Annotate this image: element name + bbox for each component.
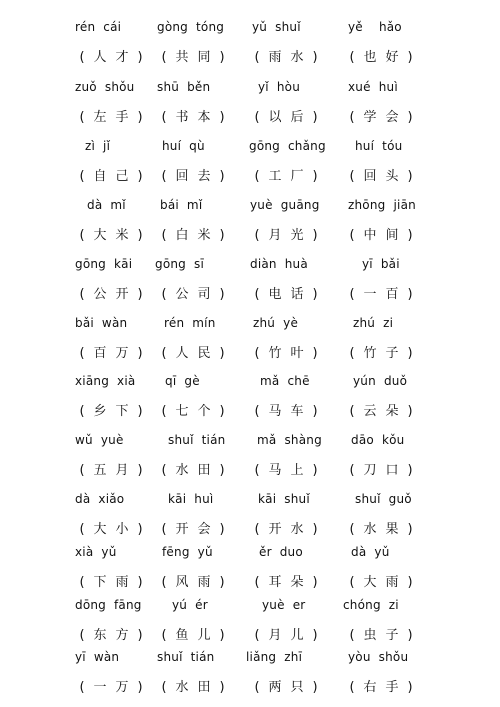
- open-paren: (: [161, 404, 167, 419]
- hanzi-char: 话: [290, 287, 304, 302]
- hanzi-char: 水: [290, 522, 304, 537]
- hanzi-char: 一: [93, 680, 107, 695]
- close-paren: ): [137, 680, 143, 695]
- close-paren: ): [407, 680, 413, 695]
- hanzi-char: 乡: [93, 404, 107, 419]
- hanzi-char: 电: [268, 287, 282, 302]
- hanzi-char: 下: [93, 575, 107, 590]
- hanzi-word: [75, 283, 147, 302]
- hanzi-char: 去: [197, 169, 211, 184]
- close-paren: ): [407, 463, 413, 478]
- hanzi-char: 水: [175, 463, 189, 478]
- close-paren: ): [407, 522, 413, 537]
- hanzi-word: [345, 46, 417, 65]
- open-paren: (: [79, 463, 85, 478]
- open-paren: (: [349, 628, 355, 643]
- close-paren: ): [219, 228, 225, 243]
- close-paren: ): [312, 50, 318, 65]
- hanzi-char: 也: [363, 50, 377, 65]
- pinyin-text: yǔ shuǐ: [252, 20, 301, 34]
- open-paren: (: [79, 228, 85, 243]
- hanzi-char: 公: [93, 287, 107, 302]
- close-paren: ): [407, 169, 413, 184]
- close-paren: ): [137, 110, 143, 125]
- hanzi-char: 马: [268, 404, 282, 419]
- pinyin-text: liǎng zhī: [246, 650, 303, 664]
- hanzi-char: 共: [175, 50, 189, 65]
- hanzi-char: 雨: [385, 575, 399, 590]
- open-paren: (: [79, 575, 85, 590]
- hanzi-char: 大: [93, 522, 107, 537]
- hanzi-char: 大: [363, 575, 377, 590]
- open-paren: (: [161, 522, 167, 537]
- hanzi-word: [250, 676, 322, 695]
- pinyin-text: shuǐ tián: [168, 433, 226, 447]
- close-paren: ): [137, 628, 143, 643]
- open-paren: (: [349, 169, 355, 184]
- hanzi-char: 厂: [290, 169, 304, 184]
- hanzi-char: 后: [290, 110, 304, 125]
- pinyin-text: yǐ hòu: [258, 80, 301, 94]
- hanzi-char: 工: [268, 169, 282, 184]
- close-paren: ): [312, 404, 318, 419]
- open-paren: (: [254, 463, 260, 478]
- hanzi-char: 小: [115, 522, 129, 537]
- pinyin-text: yún duǒ: [353, 374, 408, 388]
- hanzi-char: 米: [115, 228, 129, 243]
- hanzi-word: [345, 400, 417, 419]
- hanzi-word: [345, 342, 417, 361]
- hanzi-char: 白: [175, 228, 189, 243]
- hanzi-word: [75, 459, 147, 478]
- open-paren: (: [349, 50, 355, 65]
- hanzi-char: 左: [93, 110, 107, 125]
- pinyin-text: yī bǎi: [362, 257, 400, 271]
- hanzi-char: 人: [175, 346, 189, 361]
- close-paren: ): [137, 346, 143, 361]
- hanzi-char: 百: [385, 287, 399, 302]
- hanzi-char: 会: [385, 110, 399, 125]
- pinyin-text: dà xiǎo: [75, 492, 125, 506]
- pinyin-text: chóng zi: [343, 598, 399, 612]
- hanzi-char: 朵: [385, 404, 399, 419]
- pinyin-text: kāi huì: [168, 492, 214, 506]
- pinyin-text: wǔ yuè: [75, 433, 124, 447]
- hanzi-char: 右: [363, 680, 377, 695]
- open-paren: (: [161, 463, 167, 478]
- open-paren: (: [349, 110, 355, 125]
- pinyin-text: dāo kǒu: [351, 433, 405, 447]
- hanzi-char: 头: [385, 169, 399, 184]
- hanzi-word: [250, 224, 322, 243]
- open-paren: (: [79, 287, 85, 302]
- hanzi-word: [157, 459, 229, 478]
- pinyin-text: gòng tóng: [157, 20, 225, 34]
- hanzi-char: 米: [197, 228, 211, 243]
- hanzi-char: 竹: [268, 346, 282, 361]
- hanzi-word: [345, 571, 417, 590]
- open-paren: (: [349, 346, 355, 361]
- pinyin-text: dōng fāng: [75, 598, 142, 612]
- close-paren: ): [219, 575, 225, 590]
- close-paren: ): [312, 628, 318, 643]
- open-paren: (: [79, 404, 85, 419]
- open-paren: (: [349, 522, 355, 537]
- hanzi-word: [157, 224, 229, 243]
- hanzi-word: [250, 46, 322, 65]
- pinyin-text: shuǐ guǒ: [355, 492, 412, 506]
- close-paren: ): [219, 169, 225, 184]
- open-paren: (: [161, 287, 167, 302]
- hanzi-char: 五: [93, 463, 107, 478]
- open-paren: (: [79, 110, 85, 125]
- hanzi-char: 民: [197, 346, 211, 361]
- hanzi-word: [157, 165, 229, 184]
- hanzi-char: 个: [197, 404, 211, 419]
- pinyin-text: yě hǎo: [348, 20, 402, 34]
- pinyin-text: zuǒ shǒu: [75, 80, 135, 94]
- hanzi-char: 两: [268, 680, 282, 695]
- hanzi-char: 开: [115, 287, 129, 302]
- hanzi-word: [157, 676, 229, 695]
- hanzi-char: 云: [363, 404, 377, 419]
- open-paren: (: [254, 169, 260, 184]
- close-paren: ): [312, 110, 318, 125]
- open-paren: (: [254, 228, 260, 243]
- pinyin-text: diàn huà: [250, 257, 308, 271]
- hanzi-word: [157, 283, 229, 302]
- close-paren: ): [407, 628, 413, 643]
- hanzi-char: 下: [115, 404, 129, 419]
- hanzi-char: 上: [290, 463, 304, 478]
- hanzi-char: 同: [197, 50, 211, 65]
- hanzi-char: 中: [363, 228, 377, 243]
- close-paren: ): [137, 404, 143, 419]
- close-paren: ): [137, 287, 143, 302]
- hanzi-char: 朵: [290, 575, 304, 590]
- hanzi-word: [250, 459, 322, 478]
- pinyin-text: gōng sī: [155, 257, 204, 271]
- hanzi-char: 人: [93, 50, 107, 65]
- close-paren: ): [137, 463, 143, 478]
- hanzi-char: 光: [290, 228, 304, 243]
- open-paren: (: [254, 575, 260, 590]
- open-paren: (: [161, 628, 167, 643]
- close-paren: ): [312, 287, 318, 302]
- close-paren: ): [219, 628, 225, 643]
- hanzi-char: 儿: [290, 628, 304, 643]
- pinyin-text: rén cái: [75, 20, 122, 34]
- hanzi-char: 耳: [268, 575, 282, 590]
- close-paren: ): [312, 228, 318, 243]
- hanzi-char: 水: [363, 522, 377, 537]
- hanzi-char: 才: [115, 50, 129, 65]
- pinyin-text: gōng chǎng: [249, 139, 326, 153]
- close-paren: ): [312, 169, 318, 184]
- pinyin-text: bǎi wàn: [75, 316, 128, 330]
- close-paren: ): [312, 522, 318, 537]
- open-paren: (: [349, 463, 355, 478]
- close-paren: ): [219, 680, 225, 695]
- pinyin-text: rén mín: [164, 316, 216, 330]
- hanzi-char: 鱼: [175, 628, 189, 643]
- pinyin-text: yú ér: [172, 598, 208, 612]
- hanzi-char: 方: [115, 628, 129, 643]
- hanzi-char: 月: [268, 628, 282, 643]
- hanzi-char: 果: [385, 522, 399, 537]
- open-paren: (: [161, 110, 167, 125]
- pinyin-text: zhōng jiān: [348, 198, 416, 212]
- hanzi-char: 自: [93, 169, 107, 184]
- close-paren: ): [219, 50, 225, 65]
- open-paren: (: [161, 575, 167, 590]
- hanzi-word: [345, 283, 417, 302]
- pinyin-text: huí qù: [162, 139, 205, 153]
- hanzi-word: [75, 106, 147, 125]
- hanzi-word: [75, 624, 147, 643]
- open-paren: (: [161, 169, 167, 184]
- hanzi-char: 风: [175, 575, 189, 590]
- hanzi-word: [157, 571, 229, 590]
- open-paren: (: [254, 110, 260, 125]
- hanzi-char: 田: [197, 463, 211, 478]
- hanzi-char: 百: [93, 346, 107, 361]
- open-paren: (: [254, 522, 260, 537]
- hanzi-word: [345, 624, 417, 643]
- hanzi-char: 七: [175, 404, 189, 419]
- hanzi-char: 东: [93, 628, 107, 643]
- pinyin-text: yuè guāng: [250, 198, 320, 212]
- pinyin-text: zì jǐ: [85, 139, 111, 153]
- hanzi-char: 会: [197, 522, 211, 537]
- hanzi-word: [345, 518, 417, 537]
- close-paren: ): [312, 463, 318, 478]
- close-paren: ): [312, 346, 318, 361]
- hanzi-char: 万: [115, 680, 129, 695]
- open-paren: (: [349, 404, 355, 419]
- hanzi-char: 口: [385, 463, 399, 478]
- hanzi-word: [250, 342, 322, 361]
- hanzi-char: 开: [175, 522, 189, 537]
- close-paren: ): [219, 110, 225, 125]
- pinyin-text: dà mǐ: [87, 198, 126, 212]
- hanzi-word: [250, 165, 322, 184]
- hanzi-word: [157, 46, 229, 65]
- open-paren: (: [349, 228, 355, 243]
- hanzi-word: [157, 106, 229, 125]
- close-paren: ): [407, 228, 413, 243]
- hanzi-char: 刀: [363, 463, 377, 478]
- pinyin-text: qī gè: [165, 374, 200, 388]
- hanzi-char: 书: [175, 110, 189, 125]
- close-paren: ): [219, 287, 225, 302]
- hanzi-char: 子: [385, 346, 399, 361]
- close-paren: ): [407, 346, 413, 361]
- hanzi-char: 月: [268, 228, 282, 243]
- open-paren: (: [254, 628, 260, 643]
- hanzi-word: [75, 165, 147, 184]
- hanzi-char: 雨: [197, 575, 211, 590]
- hanzi-char: 万: [115, 346, 129, 361]
- open-paren: (: [79, 628, 85, 643]
- pinyin-text: xiāng xià: [75, 374, 136, 388]
- pinyin-text: xué huì: [348, 80, 398, 94]
- pinyin-text: ěr duo: [259, 545, 303, 559]
- close-paren: ): [312, 575, 318, 590]
- close-paren: ): [137, 169, 143, 184]
- hanzi-word: [75, 518, 147, 537]
- open-paren: (: [254, 680, 260, 695]
- pinyin-text: fēng yǔ: [162, 545, 213, 559]
- hanzi-char: 子: [385, 628, 399, 643]
- hanzi-char: 手: [115, 110, 129, 125]
- close-paren: ): [219, 346, 225, 361]
- pinyin-text: kāi shuǐ: [258, 492, 310, 506]
- hanzi-word: [250, 400, 322, 419]
- hanzi-char: 竹: [363, 346, 377, 361]
- close-paren: ): [407, 404, 413, 419]
- hanzi-word: [157, 518, 229, 537]
- hanzi-word: [250, 518, 322, 537]
- close-paren: ): [137, 228, 143, 243]
- hanzi-word: [250, 283, 322, 302]
- hanzi-word: [157, 624, 229, 643]
- open-paren: (: [79, 346, 85, 361]
- close-paren: ): [219, 522, 225, 537]
- open-paren: (: [349, 680, 355, 695]
- hanzi-char: 田: [197, 680, 211, 695]
- pinyin-text: xià yǔ: [75, 545, 117, 559]
- pinyin-text: mǎ shàng: [257, 433, 322, 447]
- close-paren: ): [407, 110, 413, 125]
- hanzi-char: 水: [175, 680, 189, 695]
- open-paren: (: [79, 680, 85, 695]
- close-paren: ): [407, 287, 413, 302]
- hanzi-char: 开: [268, 522, 282, 537]
- open-paren: (: [349, 287, 355, 302]
- close-paren: ): [312, 680, 318, 695]
- hanzi-word: [345, 106, 417, 125]
- hanzi-char: 水: [290, 50, 304, 65]
- hanzi-word: [250, 106, 322, 125]
- hanzi-char: 公: [175, 287, 189, 302]
- hanzi-word: [250, 624, 322, 643]
- open-paren: (: [161, 228, 167, 243]
- open-paren: (: [161, 50, 167, 65]
- close-paren: ): [219, 404, 225, 419]
- pinyin-text: gōng kāi: [75, 257, 133, 271]
- hanzi-char: 好: [385, 50, 399, 65]
- hanzi-char: 回: [175, 169, 189, 184]
- close-paren: ): [407, 575, 413, 590]
- pinyin-text: dà yǔ: [351, 545, 390, 559]
- pinyin-text: zhú yè: [253, 316, 299, 330]
- pinyin-text: shuǐ tián: [157, 650, 215, 664]
- hanzi-char: 回: [363, 169, 377, 184]
- pinyin-text: yòu shǒu: [348, 650, 409, 664]
- hanzi-char: 一: [363, 287, 377, 302]
- pinyin-text: shū běn: [157, 80, 211, 94]
- open-paren: (: [161, 680, 167, 695]
- hanzi-word: [345, 676, 417, 695]
- hanzi-char: 己: [115, 169, 129, 184]
- open-paren: (: [254, 346, 260, 361]
- hanzi-word: [345, 165, 417, 184]
- hanzi-word: [157, 400, 229, 419]
- hanzi-char: 本: [197, 110, 211, 125]
- hanzi-word: [345, 224, 417, 243]
- pinyin-text: yī wàn: [75, 650, 120, 664]
- hanzi-word: [75, 342, 147, 361]
- hanzi-char: 儿: [197, 628, 211, 643]
- open-paren: (: [254, 50, 260, 65]
- close-paren: ): [407, 50, 413, 65]
- open-paren: (: [254, 287, 260, 302]
- open-paren: (: [79, 522, 85, 537]
- open-paren: (: [254, 404, 260, 419]
- hanzi-char: 只: [290, 680, 304, 695]
- close-paren: ): [137, 50, 143, 65]
- hanzi-char: 学: [363, 110, 377, 125]
- pinyin-text: zhú zi: [353, 316, 394, 330]
- hanzi-char: 大: [93, 228, 107, 243]
- open-paren: (: [79, 50, 85, 65]
- close-paren: ): [219, 463, 225, 478]
- hanzi-char: 手: [385, 680, 399, 695]
- pinyin-text: yuè er: [262, 598, 306, 612]
- open-paren: (: [161, 346, 167, 361]
- hanzi-word: [250, 571, 322, 590]
- pinyin-text: huí tóu: [355, 139, 403, 153]
- hanzi-char: 以: [268, 110, 282, 125]
- hanzi-word: [75, 676, 147, 695]
- hanzi-char: 马: [268, 463, 282, 478]
- hanzi-word: [75, 400, 147, 419]
- hanzi-char: 间: [385, 228, 399, 243]
- hanzi-word: [157, 342, 229, 361]
- close-paren: ): [137, 522, 143, 537]
- hanzi-word: [75, 571, 147, 590]
- hanzi-char: 叶: [290, 346, 304, 361]
- hanzi-word: [345, 459, 417, 478]
- hanzi-word: [75, 224, 147, 243]
- pinyin-text: bái mǐ: [160, 198, 203, 212]
- hanzi-char: 司: [197, 287, 211, 302]
- hanzi-char: 月: [115, 463, 129, 478]
- hanzi-char: 车: [290, 404, 304, 419]
- open-paren: (: [79, 169, 85, 184]
- pinyin-text: mǎ chē: [260, 374, 310, 388]
- close-paren: ): [137, 575, 143, 590]
- hanzi-char: 虫: [363, 628, 377, 643]
- open-paren: (: [349, 575, 355, 590]
- hanzi-word: [75, 46, 147, 65]
- hanzi-char: 雨: [268, 50, 282, 65]
- hanzi-char: 雨: [115, 575, 129, 590]
